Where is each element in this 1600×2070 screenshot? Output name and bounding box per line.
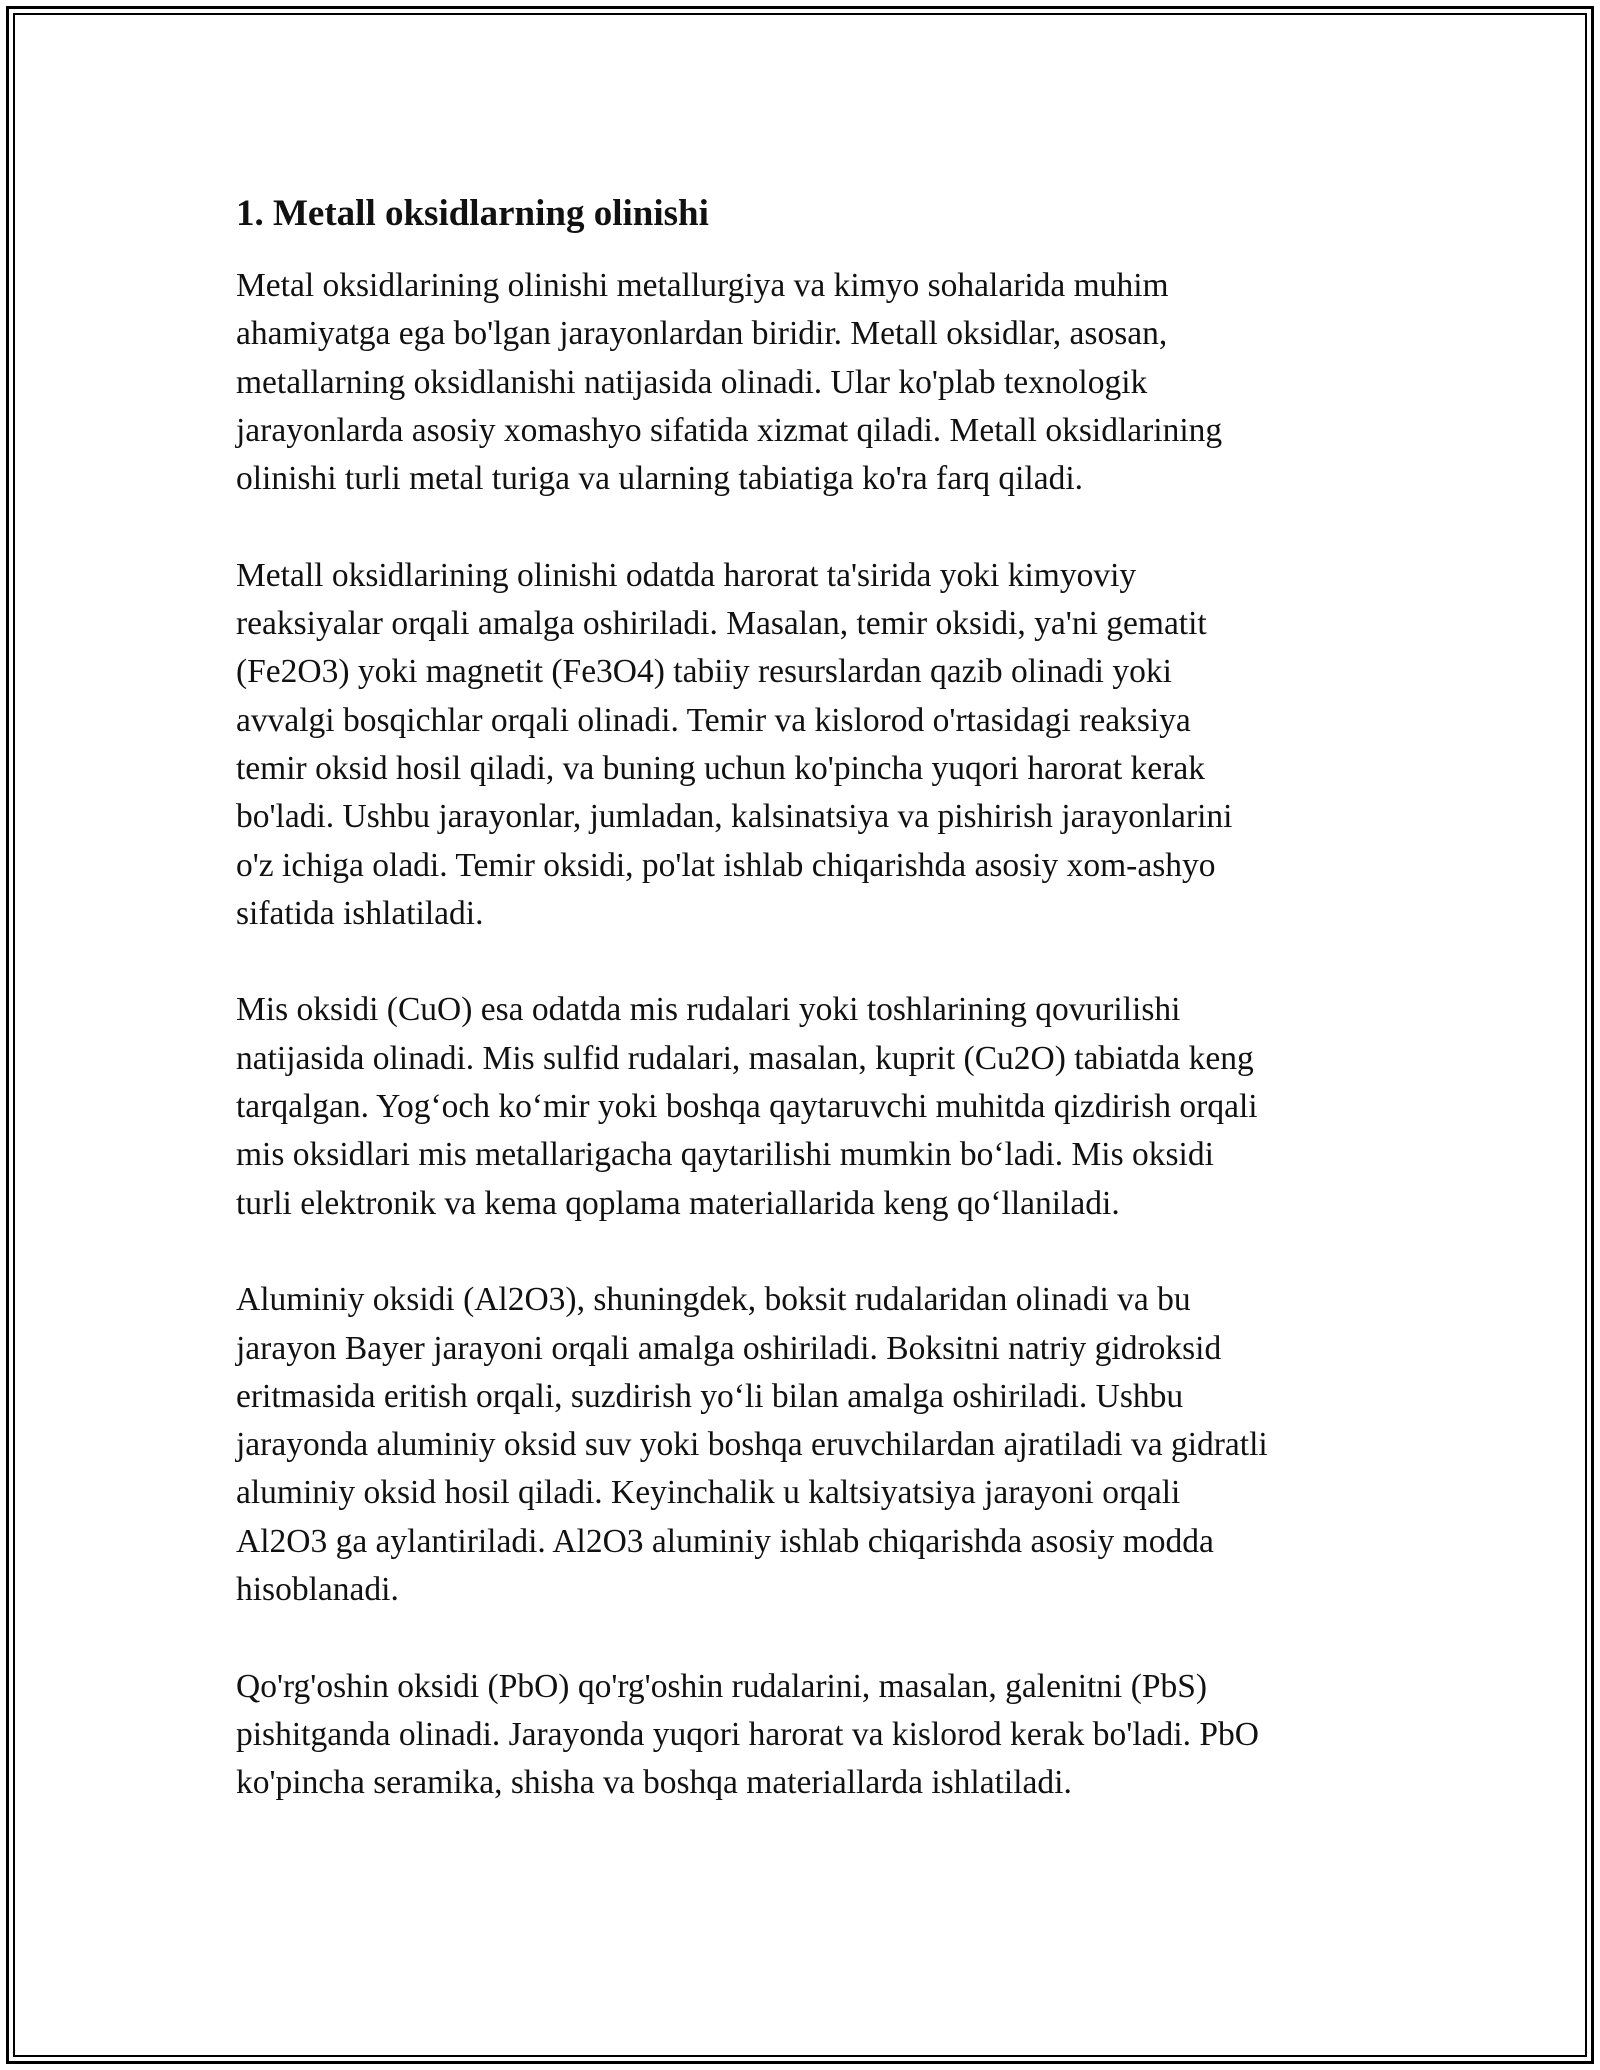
paragraph-intro: Metal oksidlarining olinishi metallurgiya va kimyo sohalarida muhim ahamiyatga ega bo'lgan jarayonlardan biridir. Metall oksidlar, asosan, metallarning oksidlanishi natijasida olinadi. Ular ko'plab texnologik jarayonlarda asosiy xomashyo sifatida xizmat qiladi. Metall oksidlarining olinishi turli metal turiga va ularning tabiatiga ko'ra farq qiladi.	[236, 267, 1223, 498]
paragraph-copper-oxide: Mis oksidi (CuO) esa odatda mis rudalari yoki toshlarining qovurilishi natijasida olinadi. Mis sulfid rudalari, masalan, kuprit (Cu2O) tabiatda keng tarqalgan. Yog‘och ko‘mir yoki boshqa qaytaruvchi muhitda qizdirish orqali mis oksidlari mis metallarigacha qaytarilishi mumkin bo‘ladi. Mis oksidi turli elektronik va kema qoplama materiallarida keng qo‘llaniladi.	[236, 991, 1258, 1222]
paragraph-lead-oxide: Qo'rg'oshin oksidi (PbO) qo'rg'oshin rudalarini, masalan, galenitni (PbS) pishitganda olinadi. Jarayonda yuqori harorat va kislorod kerak bo'ladi. PbO ko'pincha seramika, shisha va boshqa materiallarda ishlatiladi.	[236, 1667, 1259, 1802]
paragraph-iron-oxide: Metall oksidlarining olinishi odatda harorat ta'sirida yoki kimyoviy reaksiyalar orqali amalga oshiriladi. Masalan, temir oksidi, ya'ni gematit (Fe2O3) yoki magnetit (Fe3O4) tabiiy resurslardan qazib olinadi yoki avvalgi bosqichlar orqali olinadi. Temir va kislorod o'rtasidagi reaksiya temir oksid hosil qiladi, va buning uchun ko'pincha yuqori harorat kerak bo'ladi. Ushbu jarayonlar, jumladan, kalsinatsiya va pishirish jarayonlarini o'z ichiga oladi. Temir oksidi, po'lat ishlab chiqarishda asosiy xom-ashyo sifatida ishlatiladi.	[236, 556, 1233, 932]
document-body	[236, 184, 1406, 1856]
paragraph-aluminium-oxide: Aluminiy oksidi (Al2O3), shuningdek, boksit rudalaridan olinadi va bu jarayon Bayer jarayoni orqali amalga oshiriladi. Boksitni natriy gidroksid eritmasida eritish orqali, suzdirish yo‘li bilan amalga oshiriladi. Ushbu jarayonda aluminiy oksid suv yoki boshqa eruvchilardan ajratiladi va gidratli aluminiy oksid hosil qiladi. Keyinchalik u kaltsiyatsiya jarayoni orqali Al2O3 ga aylantiriladi. Al2O3 aluminiy ishlab chiqarishda asosiy modda hisoblanadi.	[236, 1281, 1268, 1609]
section-heading: 1. Metall oksidlarning olinishi	[236, 193, 709, 234]
